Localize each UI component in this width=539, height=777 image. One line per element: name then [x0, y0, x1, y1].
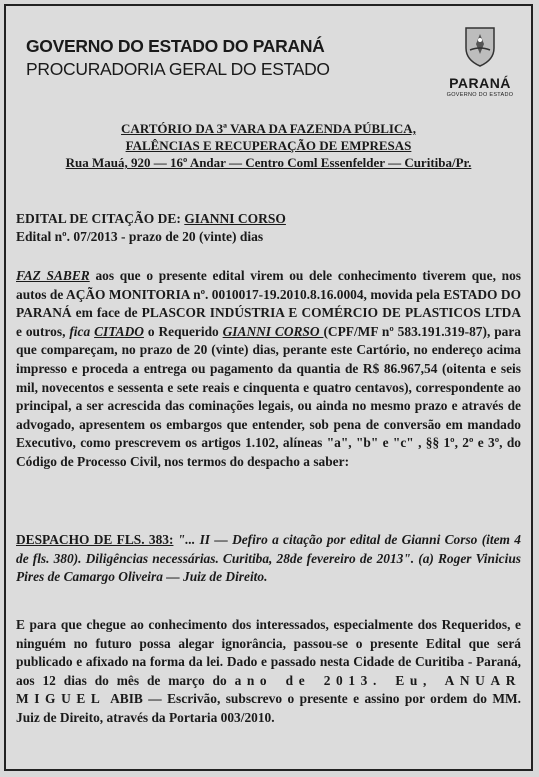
cartorio-line-1: CARTÓRIO DA 3ª VARA DA FAZENDA PÚBLICA, [121, 121, 416, 136]
logo-name: PARANÁ [449, 75, 511, 91]
edital-title [16, 210, 286, 228]
citado-word: CITADO [94, 323, 144, 339]
department-title: PROCURADORIA GERAL DO ESTADO [26, 59, 330, 79]
edital-heading [16, 210, 286, 246]
faz-saber-label: FAZ SABER [16, 268, 90, 283]
paragraph-1-text-a: aos que o presente edital virem ou dele conhecimento tiverem que, nos autos de AÇÃO MONITORIA nº. 0010017-19.2010.8.16.0004, movida pela ESTADO DO PARANÁ em face de PLASCOR INDÚSTRIA E COMÉRCIO DE PLASTICOS LTDA e outros, [16, 268, 521, 339]
cartorio-address: Rua Mauá, 920 — 16º Andar — Centro Coml Essenfelder — Curitiba/Pr. [65, 155, 472, 170]
cartorio-heading [6, 120, 531, 171]
closing-text-b: ABIB — Escrivão, subscrevo o presente e assino por ordem do MM. Juiz de Direito, através da Portaria 003/2010. [16, 691, 521, 725]
edital-subtitle: Edital nº. 07/2013 - prazo de 20 (vinte) dias [16, 229, 264, 244]
cartorio-line-2: FALÊNCIAS E RECUPERAÇÃO DE EMPRESAS [125, 138, 412, 153]
fica-word: fica [69, 323, 91, 339]
government-title: GOVERNO DO ESTADO DO PARANÁ [26, 36, 325, 56]
despacho-label: DESPACHO DE FLS. 383: [16, 532, 174, 547]
paragraph-despacho [16, 531, 521, 587]
closing-text-a: E para que chegue ao conhecimento dos interessados, especialmente dos Requeridos, e ninguém no futuro possa alegar ignorância, passou-se o presente Edital que será publicado e afixado na forma da lei. Dado e passado nesta Cidade de Curitiba - Paraná, aos 12 dias do mês de março do [16, 617, 521, 688]
coat-of-arms-icon [458, 24, 502, 68]
header [26, 36, 330, 80]
paragraph-closing [16, 616, 521, 728]
closing-spaced-text: ano de 2013. Eu, ANUAR MIGUEL [16, 672, 521, 707]
edital-page [4, 4, 533, 771]
parana-logo [445, 24, 515, 98]
edital-title-prefix: EDITAL DE CITAÇÃO DE: [16, 211, 185, 226]
requerido-name: GIANNI CORSO [222, 323, 324, 339]
paragraph-1-text-b: o Requerido [143, 323, 223, 339]
logo-subtitle: GOVERNO DO ESTADO [446, 92, 514, 98]
paragraph-faz-saber [16, 267, 521, 472]
edital-title-name: GIANNI CORSO [184, 211, 286, 226]
despacho-text: "... II — Defiro a citação por edital de Gianni Corso (item 4 de fls. 380). Diligências necessárias. Curitiba, 28de fevereiro de 2013". (a) Roger Vinicius Pires de Camargo Oliveira — Juiz de Direito. [16, 532, 521, 585]
paragraph-1-text-c: (CPF/MF nº 583.191.319-87), para que compareçam, no prazo de 20 (vinte) dias, perante este Cartório, no endereço acima impresso e proceda a entrega ou pagamento da quantia de R$ 86.967,54 (oitenta e seis mil, novecentos e sessenta e sete reais e cinquenta e quatro centavos), correspondente ao principal, a ser acrescida das cominações legais, ou ainda no mesmo prazo e através de advogado, apresentem os embargos que entender, sob pena de conversão em mandado Executivo, como prescrevem os artigos 1.102, alíneas "a", "b" e "c" , §§ 1º, 2º e 3º, do Código de Processo Civil, nos termos do despacho a saber: [16, 323, 521, 469]
